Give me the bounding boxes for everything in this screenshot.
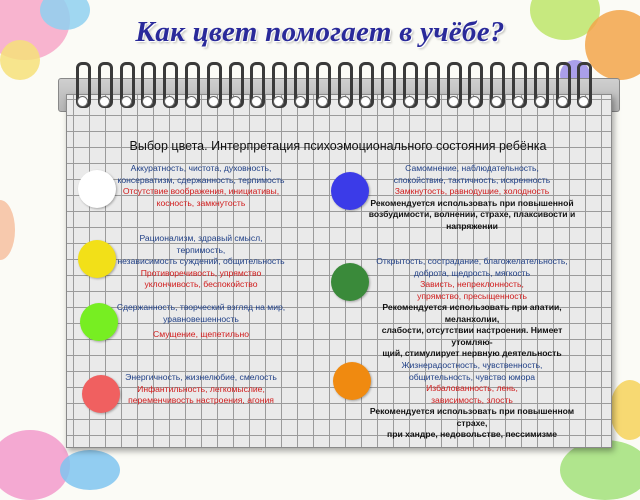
- recommendation-line: Рекомендуется использовать при повышенном страхе,: [369, 406, 575, 428]
- blue-color-description: [362, 163, 582, 232]
- negative-traits-line: Отсутствие воображения, инициативы,: [122, 186, 280, 196]
- traits-line: Энергичность, жизнелюбие, смелость: [125, 372, 277, 382]
- paint-splash: [560, 440, 640, 500]
- recommendation-line: слабости, отсутствии настроения. Нимеет утомляю-: [381, 325, 563, 347]
- traits-line: уравновешенность: [163, 313, 239, 324]
- binding-hole: [230, 96, 241, 107]
- red-color-circle: [82, 375, 120, 413]
- traits-line: Рационализм, здравый смысл, терпимость,: [139, 233, 263, 255]
- traits-line: Самомнение, наблюдательность,: [405, 163, 539, 173]
- traits-line: Открытость, сострадание, благожелательность,: [376, 256, 568, 266]
- spiral-binding: [76, 62, 606, 112]
- negative-traits-line: Избалованность, лень,: [426, 383, 518, 393]
- binding-hole: [404, 96, 415, 107]
- traits-line: Сдержанность, творческий взгляд на мир,: [116, 302, 286, 312]
- binding-hole: [77, 96, 88, 107]
- paint-splash: [0, 430, 70, 500]
- negative-traits-line: зависимость, злость: [431, 394, 513, 405]
- traits-line: доброта, щедрость, мягкость: [413, 267, 531, 278]
- negative-traits-line: переменчивость настроения, агония: [128, 395, 274, 405]
- negative-traits-line: уклончивость, беспокойство: [144, 279, 258, 289]
- orange-color-description: [362, 360, 582, 441]
- red-color-description: [116, 372, 286, 407]
- recommendation-line: щий, стимулирует нервную деятельность: [382, 348, 562, 358]
- binding-hole: [208, 96, 219, 107]
- lime-color-description: [116, 302, 286, 341]
- binding-hole: [121, 96, 132, 107]
- binding-hole: [448, 96, 459, 107]
- binding-hole: [557, 96, 568, 107]
- yellow-color-description: [116, 233, 286, 291]
- recommendation-line: при хандре, недовольстве, пессимизме: [387, 429, 557, 439]
- recommendation-line: Рекомендуется использовать при апатии, меланхолии,: [382, 302, 562, 324]
- traits-line: независимость суждений, общительность: [117, 256, 285, 266]
- binding-hole: [426, 96, 437, 107]
- traits-line: общительность, чувство юмора: [408, 371, 536, 382]
- paint-splash: [0, 200, 15, 260]
- recommendation-line: напряжении: [446, 220, 498, 231]
- binding-hole: [99, 96, 110, 107]
- binding-hole: [317, 96, 328, 107]
- traits-line: Жизнерадостность, чувственность,: [401, 360, 543, 370]
- traits-line: консерватизм, сдержанность, терпимость: [117, 174, 285, 185]
- binding-hole: [513, 96, 524, 107]
- paint-splash: [60, 450, 120, 490]
- lime-color-circle: [80, 303, 118, 341]
- white-color-description: [116, 163, 286, 209]
- negative-traits-line: косность, замкнутость: [156, 197, 246, 208]
- negative-traits-line: Смущение, щепетильно: [152, 329, 250, 339]
- binding-hole: [186, 96, 197, 107]
- traits-line: спокойствие, тактичность, искренность: [393, 174, 551, 185]
- negative-traits-line: Инфантильность, легкомыслие,: [137, 383, 265, 394]
- binding-hole: [535, 96, 546, 107]
- green-color-description: [362, 256, 582, 360]
- negative-traits-line: упрямство, пресыщенность: [417, 290, 527, 301]
- binding-hole: [339, 96, 350, 107]
- white-color-circle: [78, 170, 116, 208]
- traits-line: Аккуратность, чистота, духовность,: [130, 163, 272, 173]
- binding-hole: [295, 96, 306, 107]
- negative-traits-line: Замкнутость, равнодушие, холодность: [394, 186, 550, 196]
- paint-splash: [610, 380, 640, 440]
- yellow-color-circle: [78, 240, 116, 278]
- table-heading: Выбор цвета. Интерпретация психоэмоционального состояния ребёнка: [129, 139, 547, 153]
- negative-traits-line: Зависть, непреклонность,: [420, 279, 524, 289]
- negative-traits-line: Противоречивость, упрямство: [140, 267, 262, 278]
- page-title: Как цвет помогает в учёбе?: [135, 16, 505, 48]
- recommendation-line: Рекомендуется использовать при повышенной: [370, 197, 574, 208]
- recommendation-line: возбудимости, волнении, страхе, плаксивости и: [368, 209, 576, 219]
